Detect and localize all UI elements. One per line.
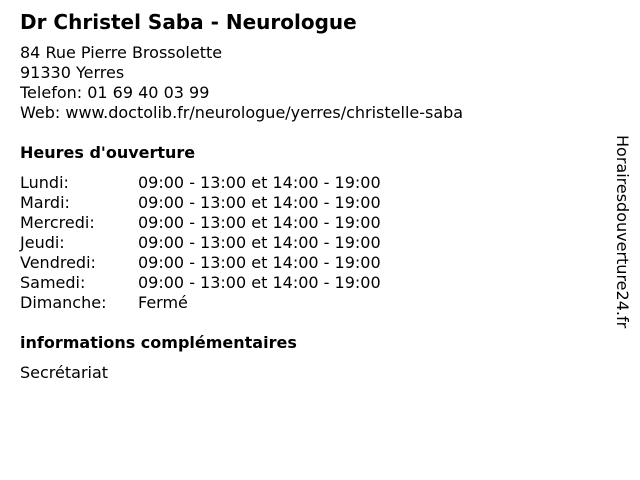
day-hours: 09:00 - 13:00 et 14:00 - 19:00 xyxy=(138,273,381,292)
info-text: Secrétariat xyxy=(20,363,109,382)
site-watermark: Horairesdouverture24.fr xyxy=(613,135,632,329)
hours-row-mercredi xyxy=(20,213,600,233)
hours-row-jeudi xyxy=(20,233,600,253)
hours-row-vendredi xyxy=(20,253,600,273)
street-address: 84 Rue Pierre Brossolette xyxy=(20,43,223,62)
hours-heading: Heures d'ouverture xyxy=(20,143,196,162)
day-label: Samedi: xyxy=(20,273,86,292)
day-hours: 09:00 - 13:00 et 14:00 - 19:00 xyxy=(138,213,381,232)
business-card xyxy=(20,9,600,383)
info-heading: informations complémentaires xyxy=(20,333,297,352)
hours-row-mardi xyxy=(20,193,600,213)
website-link[interactable]: Web: www.doctolib.fr/neurologue/yerres/christelle-saba xyxy=(20,103,464,122)
day-label: Vendredi: xyxy=(20,253,96,272)
day-label: Dimanche: xyxy=(20,293,107,312)
day-hours: 09:00 - 13:00 et 14:00 - 19:00 xyxy=(138,173,381,192)
day-label: Jeudi: xyxy=(20,233,65,252)
day-hours: 09:00 - 13:00 et 14:00 - 19:00 xyxy=(138,253,381,272)
address-block xyxy=(20,43,600,123)
day-hours: 09:00 - 13:00 et 14:00 - 19:00 xyxy=(138,233,381,252)
hours-row-lundi xyxy=(20,173,600,193)
day-label: Mardi: xyxy=(20,193,70,212)
day-hours: 09:00 - 13:00 et 14:00 - 19:00 xyxy=(138,193,381,212)
hours-table xyxy=(20,173,600,313)
page-title: Dr Christel Saba - Neurologue xyxy=(20,10,357,34)
day-label: Mercredi: xyxy=(20,213,95,232)
day-label: Lundi: xyxy=(20,173,69,192)
city-address: 91330 Yerres xyxy=(20,63,125,82)
hours-row-dimanche xyxy=(20,293,600,313)
day-hours: Fermé xyxy=(138,293,188,312)
hours-row-samedi xyxy=(20,273,600,293)
phone-number: Telefon: 01 69 40 03 99 xyxy=(20,83,210,102)
